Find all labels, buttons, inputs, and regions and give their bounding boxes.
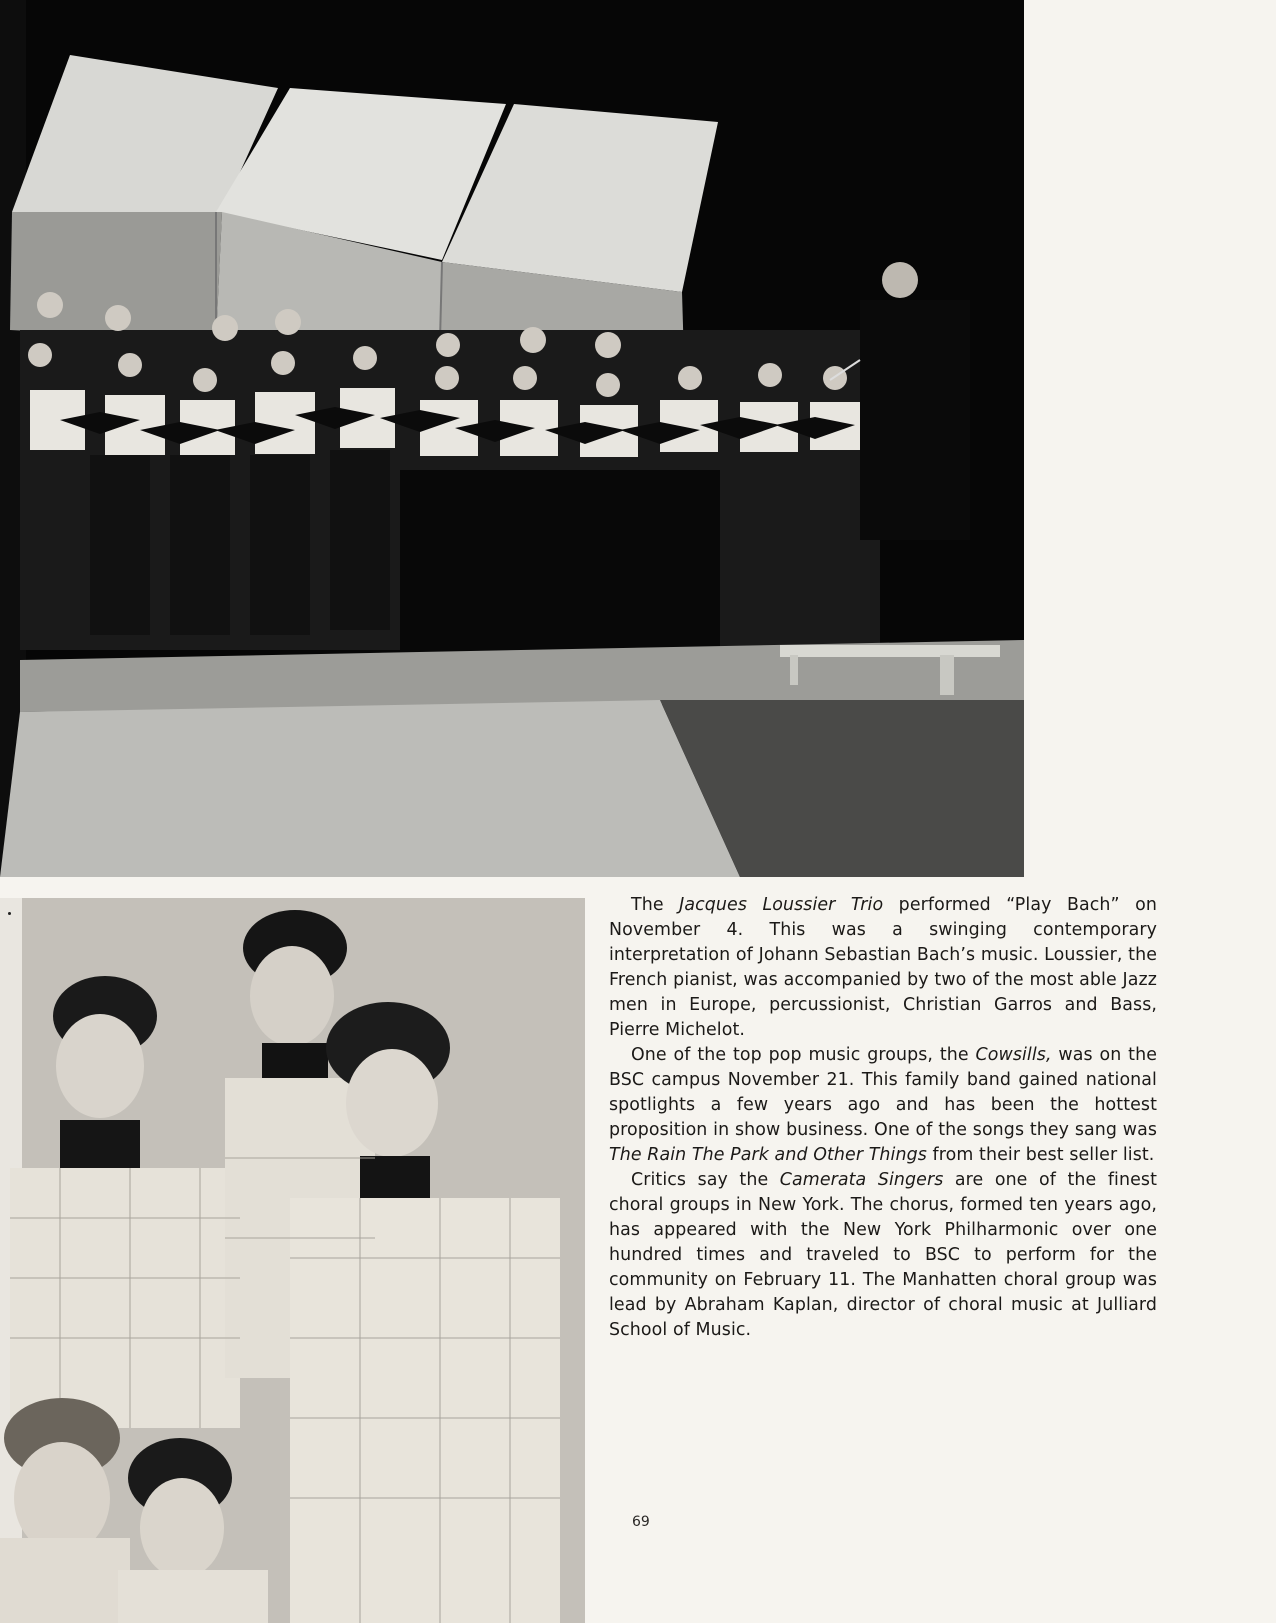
paragraph-cowsills: One of the top pop music groups, the Cowsills, was on the BSC campus November 21. This family band gained national spotlights a few years ago and has been the hottest proposition in show business. One of the songs they sang was The Rain The Park and Other Things from their best seller list. (609, 1045, 1158, 1165)
song-title: The Rain The Park and Other Things (609, 1145, 927, 1165)
family-band-photo (0, 898, 585, 1623)
choir-stage-photo (0, 0, 1024, 877)
gutter-mark (8, 912, 11, 915)
paragraph-loussier-trio: The Jacques Loussier Trio performed “Play Bach” on November 4. This was a swinging contemporary interpretation of Johann Sebastian Bach’s music. Loussier, the French pianist, was accompanied by two of the most able Jazz men in Europe, percussionist, Christian Garros and Bass, Pierre Michelot. (609, 895, 1157, 1040)
choir-name: Camerata Singers (779, 1170, 944, 1190)
article-text (609, 893, 1157, 1343)
band-name: Cowsills, (975, 1045, 1052, 1065)
trio-name: Jacques Loussier Trio (679, 895, 884, 915)
page-number: 69 (632, 1514, 650, 1530)
paragraph-camerata-singers: Critics say the Camerata Singers are one of the finest choral groups in New York. The chorus, formed ten years ago, has appeared with the New York Philharmonic over one hundred times and traveled to BSC to perform for the community on February 11. The Manhatten choral group was lead by Abraham Kaplan, director of choral music at Julliard School of Music. (609, 1170, 1157, 1340)
